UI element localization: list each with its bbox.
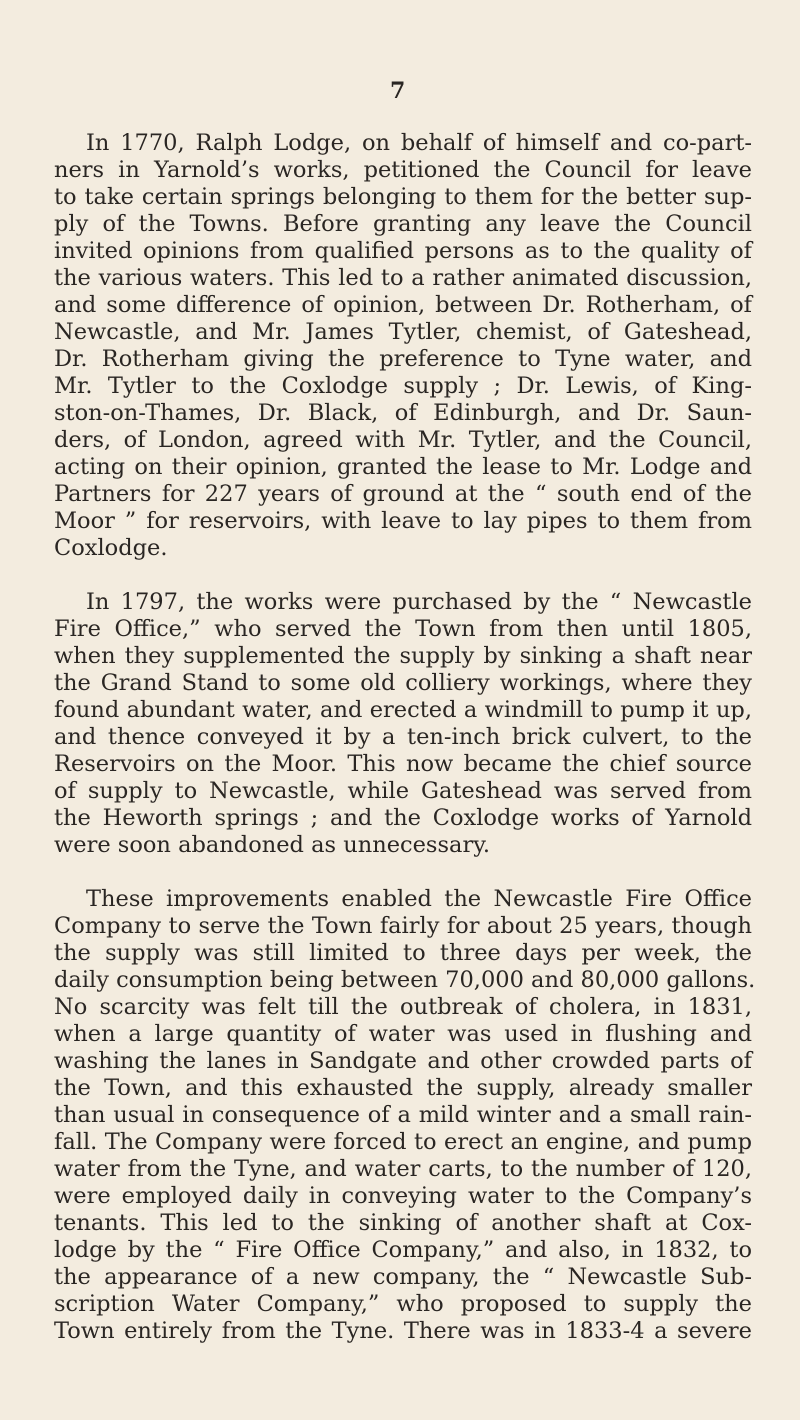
text-line: No scarcity was felt till the outbreak of cholera, in 1831, xyxy=(54,994,752,1020)
text-line: Reservoirs on the Moor. This now became the chief source xyxy=(54,751,752,777)
paragraph xyxy=(54,130,752,562)
text-line: Newcastle, and Mr. James Tytler, chemist, of Gateshead, xyxy=(54,319,752,345)
text-line: ners in Yarnold’s works, petitioned the Council for leave xyxy=(54,157,752,183)
text-line: to take certain springs belonging to them for the better sup- xyxy=(54,184,752,210)
text-line: Fire Office,” who served the Town from then until 1805, xyxy=(54,616,752,642)
text-line: the Grand Stand to some old colliery workings, where they xyxy=(54,670,752,696)
text-line: found abundant water, and erected a windmill to pump it up, xyxy=(54,697,752,723)
text-line: were soon abandoned as unnecessary. xyxy=(54,832,491,858)
text-line: ston-on-Thames, Dr. Black, of Edinburgh, and Dr. Saun- xyxy=(54,400,752,426)
text-line: In 1770, Ralph Lodge, on behalf of himself and co-part- xyxy=(86,130,752,156)
text-line: invited opinions from qualified persons as to the quality of xyxy=(54,238,752,264)
text-line: Mr. Tytler to the Coxlodge supply ; Dr. Lewis, of King- xyxy=(54,373,752,399)
text-line: the appearance of a new company, the “ Newcastle Sub- xyxy=(54,1264,752,1290)
paragraph-gap xyxy=(54,562,752,589)
text-line: the Town, and this exhausted the supply, already smaller xyxy=(54,1075,752,1101)
text-line: the Heworth springs ; and the Coxlodge works of Yarnold xyxy=(54,805,752,831)
body-text xyxy=(54,130,756,1345)
text-line: In 1797, the works were purchased by the “ Newcastle xyxy=(86,589,752,615)
text-line: water from the Tyne, and water carts, to the number of 120, xyxy=(54,1156,752,1182)
text-line: Town entirely from the Tyne. There was in 1833-4 a severe xyxy=(54,1318,752,1344)
text-line: when a large quantity of water was used in flushing and xyxy=(54,1021,752,1047)
text-line: acting on their opinion, granted the lease to Mr. Lodge and xyxy=(54,454,752,480)
text-line: ply of the Towns. Before granting any leave the Council xyxy=(54,211,752,237)
text-line: and thence conveyed it by a ten-inch brick culvert, to the xyxy=(54,724,752,750)
text-line: the supply was still limited to three days per week, the xyxy=(54,940,752,966)
paragraph-gap xyxy=(54,859,752,886)
text-line: daily consumption being between 70,000 and 80,000 gallons. xyxy=(54,967,756,993)
text-line: and some difference of opinion, between Dr. Rotherham, of xyxy=(54,292,752,318)
text-line: Dr. Rotherham giving the preference to Tyne water, and xyxy=(54,346,752,372)
paragraph xyxy=(54,589,752,859)
page-number: 7 xyxy=(390,78,406,104)
text-line: tenants. This led to the sinking of another shaft at Cox- xyxy=(54,1210,752,1236)
text-line: Coxlodge. xyxy=(54,535,168,561)
text-line: Company to serve the Town fairly for about 25 years, though xyxy=(54,913,752,939)
text-line: scription Water Company,” who proposed to supply the xyxy=(54,1291,752,1317)
text-line: lodge by the “ Fire Office Company,” and also, in 1832, to xyxy=(54,1237,752,1263)
text-line: of supply to Newcastle, while Gateshead was served from xyxy=(54,778,752,804)
text-line: than usual in consequence of a mild winter and a small rain- xyxy=(54,1102,752,1128)
text-line: fall. The Company were forced to erect an engine, and pump xyxy=(54,1129,752,1155)
text-line: These improvements enabled the Newcastle Fire Office xyxy=(86,886,752,912)
text-line: were employed daily in conveying water to the Company’s xyxy=(54,1183,752,1209)
text-line: when they supplemented the supply by sinking a shaft near xyxy=(54,643,752,669)
text-line: the various waters. This led to a rather animated discussion, xyxy=(54,265,752,291)
text-line: washing the lanes in Sandgate and other crowded parts of xyxy=(54,1048,752,1074)
text-line: ders, of London, agreed with Mr. Tytler, and the Council, xyxy=(54,427,752,453)
paragraph xyxy=(54,886,756,1345)
text-line: Partners for 227 years of ground at the “ south end of the xyxy=(54,481,752,507)
text-line: Moor ” for reservoirs, with leave to lay pipes to them from xyxy=(54,508,752,534)
